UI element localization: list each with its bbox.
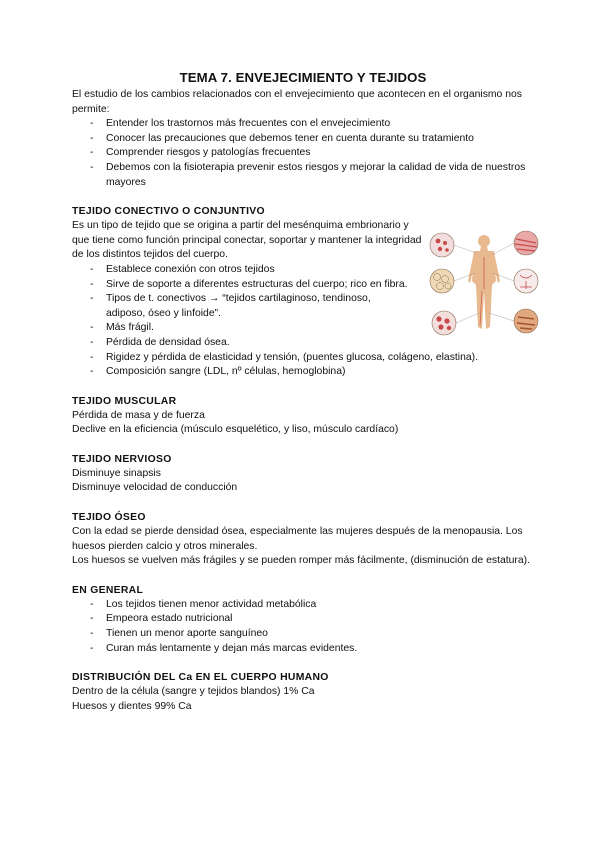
list-item: - Más frágil. <box>72 321 424 336</box>
conectivo-section <box>72 219 534 380</box>
tissues-illustration <box>428 229 540 349</box>
section-heading-muscular: TEJIDO MUSCULAR <box>72 395 177 407</box>
calcio-line: Dentro de la célula (sangre y tejidos blandos) 1% Ca <box>72 686 315 698</box>
list-item: - Debemos con la fisioterapia prevenir estos riesgos y mejorar la calidad de vida de nuestros mayores <box>72 161 534 190</box>
general-list <box>72 598 534 656</box>
list-item: - Tienen un menor aporte sanguíneo <box>72 627 534 642</box>
list-item: - Tipos de t. conectivos → “tejidos cartilaginoso, tendinoso, adiposo, óseo y linfoide”. <box>72 292 424 321</box>
conectivo-paragraph: Es un tipo de tejido que se origina a partir del mesénquima embrionario y que tiene como función principal conectar, soportar y mantener la integridad de los distintos tejidos del cuerpo. <box>72 220 422 261</box>
conectivo-list-top <box>72 263 424 336</box>
list-item: - Los tejidos tienen menor actividad metabólica <box>72 598 534 613</box>
list-item: - Curan más lentamente y dejan más marcas evidentes. <box>72 642 534 657</box>
list-item: - Empeora estado nutricional <box>72 612 534 627</box>
list-item: - Composición sangre (LDL, nº células, hemoglobina) <box>72 365 534 380</box>
section-heading-oseo: TEJIDO ÓSEO <box>72 512 146 524</box>
tissue-sample-bone <box>514 309 538 333</box>
list-item: - Entender los trastornos más frecuentes con el envejecimiento <box>72 117 534 132</box>
page-title: TEMA 7. ENVEJECIMIENTO Y TEJIDOS <box>179 70 427 85</box>
list-item: - Rigidez y pérdida de elasticidad y tensión, (puentes glucosa, colágeno, elastina). <box>72 351 534 366</box>
list-item: - Conocer las precauciones que debemos tener en cuenta durante su tratamiento <box>72 132 534 147</box>
list-item: - Sirve de soporte a diferentes estructuras del cuerpo; rico en fibra. <box>72 278 424 293</box>
intro-paragraph: El estudio de los cambios relacionados con el envejecimiento que acontecen en el organismo nos permite: <box>72 89 522 115</box>
nervioso-line: Disminuye sinapsis <box>72 467 161 479</box>
muscular-line: Declive en la eficiencia (músculo esquelético, y liso, músculo cardíaco) <box>72 424 399 436</box>
tissue-sample-cartilage <box>430 233 454 257</box>
nervioso-line: Disminuye velocidad de conducción <box>72 482 238 494</box>
muscular-line: Pérdida de masa y de fuerza <box>72 409 205 421</box>
calcio-line: Huesos y dientes 99% Ca <box>72 700 192 712</box>
tissue-sample-adipose <box>430 269 454 293</box>
section-heading-calcio: DISTRIBUCIÓN DEL Ca EN EL CUERPO HUMANO <box>72 672 329 684</box>
tissue-sample-muscle <box>514 231 538 255</box>
section-heading-general: EN GENERAL <box>72 584 144 596</box>
section-heading-conectivo: TEJIDO CONECTIVO O CONJUNTIVO <box>72 206 265 218</box>
oseo-paragraph: Los huesos se vuelven más frágiles y se pueden romper más fácilmente, (disminución de estatura). <box>72 555 530 567</box>
tissue-sample-blood <box>432 311 456 335</box>
list-item: - Pérdida de densidad ósea. <box>72 336 534 351</box>
section-heading-nervioso: TEJIDO NERVIOSO <box>72 453 172 465</box>
list-item: - Comprender riesgos y patologías frecuentes <box>72 146 534 161</box>
oseo-paragraph: Con la edad se pierde densidad ósea, especialmente las mujeres después de la menopausia. Los huesos pierden calcio y otros minerales. <box>72 526 523 552</box>
document-page <box>72 70 534 714</box>
list-item: - Establece conexión con otros tejidos <box>72 263 424 278</box>
conectivo-narrow-column <box>72 219 424 336</box>
tissue-sample-nerve <box>514 269 538 293</box>
intro-list <box>72 117 534 190</box>
